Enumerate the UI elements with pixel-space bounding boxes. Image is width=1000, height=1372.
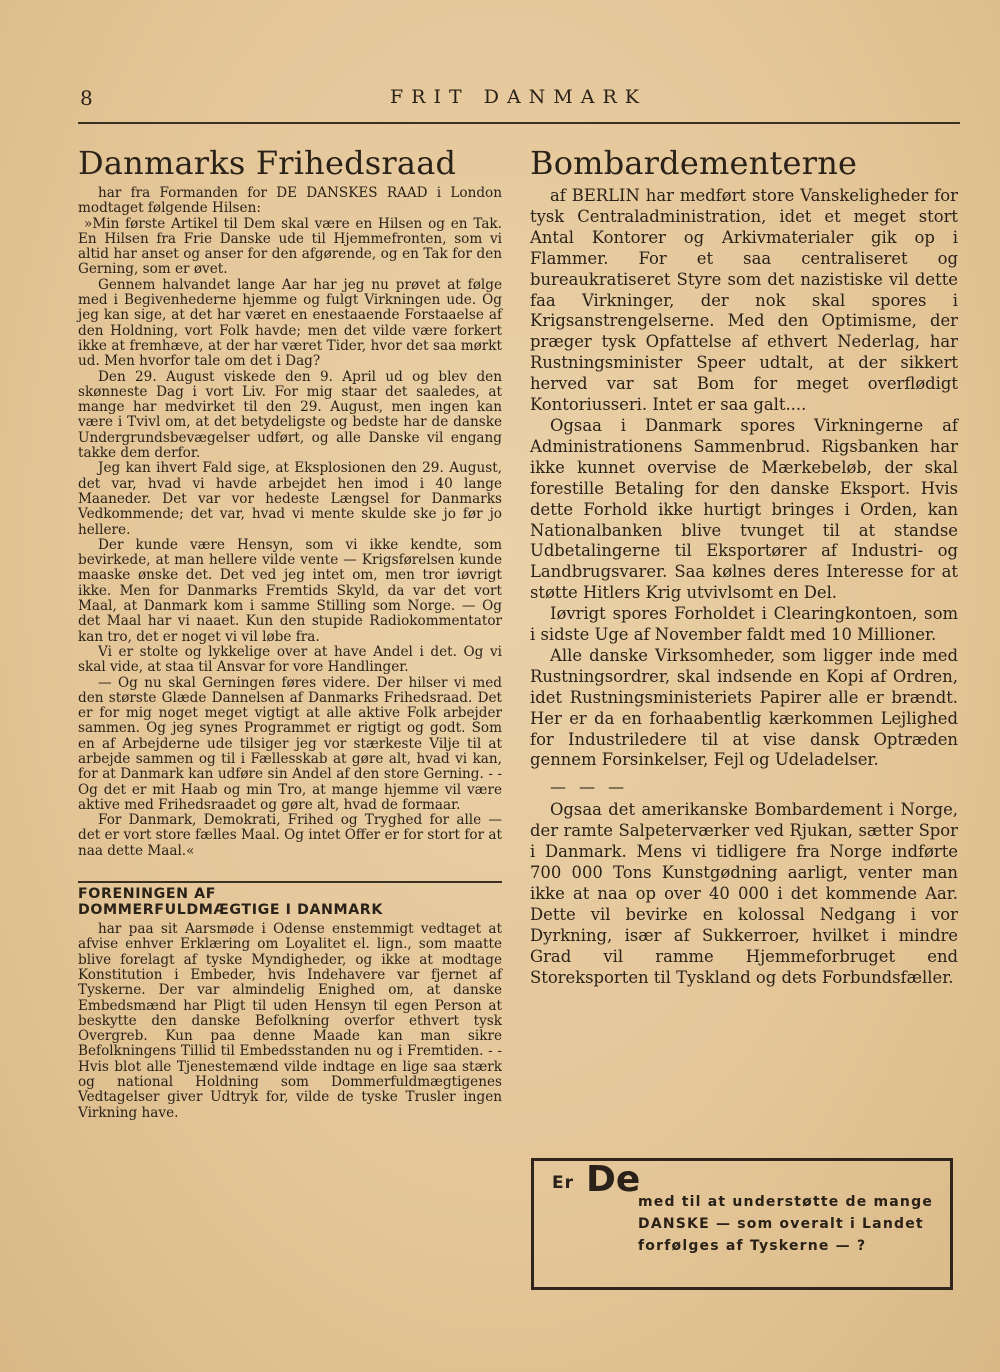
ad-de: De (586, 1159, 641, 1200)
article-paragraph: af BERLIN har medført store Vanskeligheder for tysk Centraladministration, idet et meget stort Antal Kontorer og Arkivmaterialer gik op i Flammer. For et saa centraliseret og bureaukratiseret Styre som det nazistiske vil dette faa Virkninger, der nok skal spores i Krigsanstrengelserne. Med den Optimisme, der præger tysk Opfattelse af ethvert Nederlag, har Rustningsminister Speer udtalt, at der sikkert herved var sat Bom for meget overflødigt Kontoriusseri. Intet er saa galt.... (530, 186, 958, 415)
right-column (530, 140, 958, 989)
article-headline-dommerfuldmaegtige (78, 881, 502, 918)
ad-er: Er (552, 1173, 574, 1193)
article-paragraph: Gennem halvandet lange Aar har jeg nu prøvet at følge med i Begivenhederne hjemme og fulgt Virkningen ude. Og jeg kan sige, at det har været en enestaaende Forstaaelse af den Holdning, vort Folk havde; men det vilde være forkert ikke at fremhæve, at der har været Tider, hvor det saa mørkt ud. Men hvorfor tale om det i Dag? (78, 276, 502, 370)
article-paragraph: Vi er stolte og lykkelige over at have Andel i det. Og vi skal vide, at staa til Ansvar for vore Handlinger. (78, 643, 502, 676)
article-headline-frihedsraad: Danmarks Frihedsraad (78, 144, 457, 182)
advertisement-box (531, 1158, 953, 1290)
article-paragraph: Iøvrigt spores Forholdet i Clearingkontoen, som i sidste Uge af November faldt med 10 Millioner. (530, 604, 958, 645)
left-column (78, 140, 502, 1121)
section-separator: — — — (550, 777, 629, 797)
article-paragraph: har paa sit Aarsmøde i Odense enstemmigt vedtaget at afvise enhver Erklæring om Loyalitet el. lign., som maatte blive forelagt af tyske Myndigheder, og ikke at modtage Konstitution i Embeder, hvis Indehavere var fjernet af Tyskerne. Der var almindelig Enighed om, at danske Embedsmænd har Pligt til uden Hensyn til egen Person at beskytte den danske Befolkning overfor ethvert tysk Overgreb. Kun paa denne Maade kan man sikre Befolkningens Tillid til Embedsstanden nu og i Fremtiden. - - Hvis blot alle Tjenestemænd vilde indtage en lige saa stærk og national Holdning som Dommerfuldmægtigenes Vedtagelser giver Udtryk for, vilde de tyske Trusler ingen Virkning have. (78, 921, 502, 1121)
article-paragraph: Ogsaa det amerikanske Bombardement i Norge, der ramte Salpeterværker ved Rjukan, sætter Spor i Danmark. Mens vi tidligere fra Norge indførte 700 000 Tons Kunstgødning aarligt, venter man ikke at naa op over 40 000 i det kommende Aar. Dette vil bevirke en kolossal Nedgang i vor Dyrkning, især af Sukkerroer, hvilket i mindre Grad vil ramme Hjemmeforbruget end Storeksporten til Tyskland og dets Forbundsfæller. (530, 800, 958, 987)
header-rule (78, 122, 960, 124)
article-headline-line: DOMMERFULDMÆGTIGE I DANMARK (78, 902, 383, 919)
article-paragraph: Der kunde være Hensyn, som vi ikke kendte, som bevirkede, at man hellere vilde vente — Krigsførelsen kunde maaske ønske det. Det ved jeg intet om, men tror iøvrigt ikke. Men for Danmarks Fremtids Skyld, da var det vort Maal, at Danmark kom i samme Stilling som Norge. — Og det Maal har vi naaet. Kun den stupide Radiokommentator kan tro, det er noget vi vil løbe fra. (78, 536, 502, 645)
article-paragraph: Ogsaa i Danmark spores Virkningerne af Administrationens Sammenbrud. Rigsbanken har ikke kunnet overvise de Mærkebeløb, der skal forestille Betaling for den danske Eksport. Hvis dette Forhold ikke hurtigt bringes i Orden, kan Nationalbanken blive tvunget til at standse Udbetalingerne til Eksportører af Industri- og Landbrugsvarer. Saa kølnes deres Interesse for at støtte Hitlers Krig utvivlsomt en Del. (530, 415, 958, 603)
article-paragraph: — Og nu skal Gerningen føres videre. Der hilser vi med den største Glæde Dannelsen af Danmarks Frihedsraad. Det er for mig noget meget vigtigt at alle aktive Folk arbejder sammen. Og jeg synes Programmet er rigtigt og godt. Som en af Arbejderne ude tilsiger jeg vor stærkeste Vilje til at arbejde sammen og til i Fællesskab at gøre alt, hvad vi kan, for at Danmark kan udføre sin Andel af den store Gerning. - - Og det er mit Haab og min Tro, at mange hjemme vil være aktive med Frihedsraadet og gøre alt, hvad de formaar. (78, 674, 502, 813)
article-paragraph: Alle danske Virksomheder, som ligger inde med Rustningsordrer, skal indsende en Kopi af Ordren, idet Rustningsministeriets Papirer alle er brændt. Her er da en forhaabentlig kærkommen Lejlighed for Industriledere til at vise dansk Optræden gennem Forsinkelser, Fejl og Udeladelser. (530, 645, 958, 770)
page-number: 8 (80, 86, 93, 110)
article-paragraph: »Min første Artikel til Dem skal være en Hilsen og en Tak. En Hilsen fra Frie Danske ude til Hjemmefronten, som vi altid har anset og anser for den afgørende, og en Tak for den Gerning, som er øvet. (78, 215, 502, 278)
ad-text: med til at understøtte de mange DANSKE — som overalt i Landet forfølges af Tyskerne — ? (638, 1194, 934, 1254)
article-paragraph: For Danmark, Demokrati, Frihed og Tryghed for alle — det er vort store fælles Maal. Og intet Offer er for stort for at naa dette Maal.« (78, 812, 502, 859)
page-header (80, 82, 960, 112)
article-paragraph: har fra Formanden for DE DANSKES RAAD i London modtaget følgende Hilsen: (78, 185, 502, 217)
article-paragraph: Den 29. August viskede den 9. April ud og blev den skønneste Dag i vort Liv. For mig staar det saaledes, at mange har medvirket til den 29. August, men ingen kan være i Tvivl om, at det betydeligste og bedste har de danske Undergrundsbevægelser udført, og alle Danske vil engang takke dem derfor. (78, 368, 502, 462)
article-headline-line: FORENINGEN AF (78, 886, 217, 903)
masthead: FRIT DANMARK (390, 86, 647, 108)
article-headline-bombardementerne: Bombardementerne (530, 144, 858, 182)
article-paragraph: Jeg kan ihvert Fald sige, at Eksplosionen den 29. August, det var, hvad vi havde arbejdet hen imod i 40 lange Maaneder. Det var vor hedeste Længsel for Danmarks Vedkommende; det var, hvad vi mente skulde ske jo før jo hellere. (78, 460, 502, 538)
